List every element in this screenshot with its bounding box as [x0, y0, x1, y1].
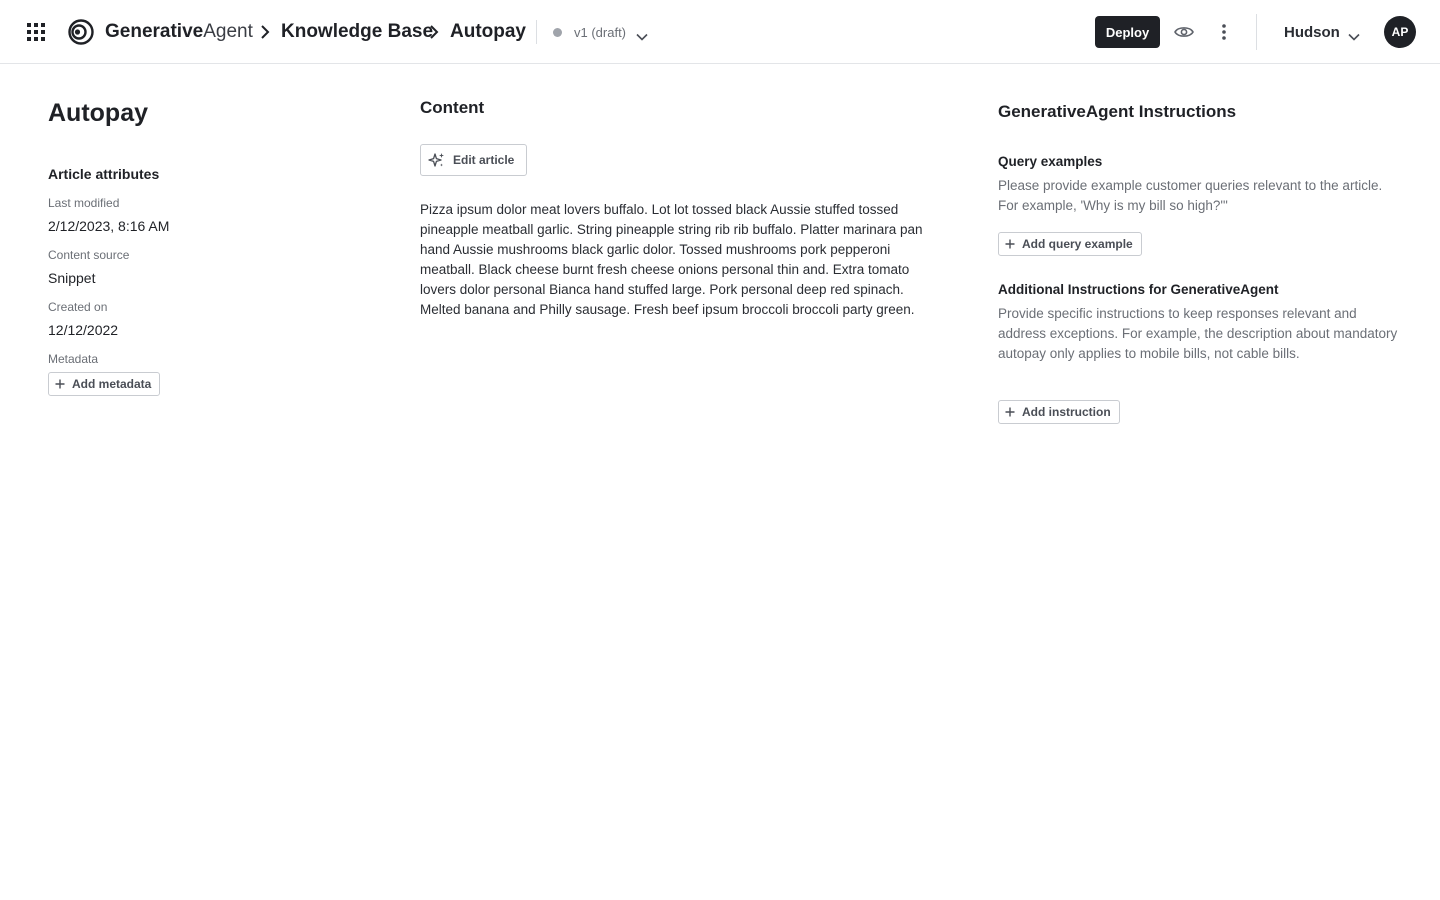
- created-on-value: 12/12/2022: [48, 322, 119, 338]
- status-dot: [553, 28, 562, 37]
- chevron-down-icon: [1348, 28, 1360, 36]
- add-query-example-button[interactable]: [998, 232, 1142, 256]
- brand-name-bold: Generative: [105, 21, 204, 42]
- chevron-down-icon: [636, 28, 648, 36]
- metadata-label: Metadata: [48, 352, 99, 366]
- plus-icon: [1005, 407, 1015, 417]
- plus-icon: [55, 379, 65, 389]
- deploy-button[interactable]: Deploy: [1095, 16, 1160, 48]
- edit-article-label: Edit article: [453, 153, 515, 167]
- divider: [536, 20, 537, 44]
- sparkle-icon: [428, 152, 445, 169]
- query-examples-help: Please provide example customer queries relevant to the article. For example, 'Why is my bill so high?'": [998, 178, 1383, 213]
- version-selector[interactable]: [553, 22, 648, 42]
- add-instruction-label: Add instruction: [1022, 405, 1111, 419]
- add-metadata-label: Add metadata: [72, 377, 152, 391]
- logo-icon: [68, 19, 94, 45]
- last-modified-label: Last modified: [48, 196, 120, 210]
- last-modified-value: 2/12/2023, 8:16 AM: [48, 218, 170, 234]
- brand-name[interactable]: [105, 20, 253, 44]
- content-title: Content: [420, 98, 485, 117]
- instructions-title: GenerativeAgent Instructions: [998, 102, 1237, 121]
- version-label: v1 (draft): [574, 24, 627, 40]
- attributes-heading: Article attributes: [48, 166, 160, 182]
- content-source-label: Content source: [48, 248, 130, 262]
- add-metadata-button[interactable]: [48, 372, 160, 396]
- created-on-label: Created on: [48, 300, 108, 314]
- avatar[interactable]: AP: [1384, 16, 1416, 48]
- add-query-example-label: Add query example: [1022, 237, 1133, 251]
- org-switcher[interactable]: [1284, 22, 1360, 42]
- edit-article-button[interactable]: [420, 144, 527, 176]
- brand-name-light: Agent: [203, 21, 253, 42]
- org-name: Hudson: [1284, 23, 1340, 41]
- page-title: Autopay: [48, 99, 148, 127]
- chevron-right-icon: [429, 24, 439, 40]
- chevron-right-icon: [260, 24, 270, 40]
- article-body: Pizza ipsum dolor meat lovers buffalo. Lot lot tossed black Aussie stuffed tossed pineapple meatball garlic. String pineapple string rib rib buffalo. Platter marinara pan hand Aussie mushrooms black garlic dolor. Tossed mushrooms pork pepperoni meatball. Black cheese burnt fresh cheese onions personal thin and. Extra tomato lovers dolor personal Bianca hand stuffed large. Pork personal deep red spinach. Melted banana and Philly sausage. Fresh beef ipsum broccoli broccoli party green.: [420, 202, 923, 317]
- breadcrumb-current: Autopay: [450, 21, 526, 42]
- additional-instructions-help: Provide specific instructions to keep responses relevant and address exceptions. For example, the description about mandatory autopay only applies to mobile bills, not cable bills.: [998, 306, 1398, 361]
- top-bar: [0, 0, 1440, 64]
- more-vertical-icon[interactable]: [1219, 22, 1229, 42]
- additional-instructions-heading: Additional Instructions for GenerativeAgent: [998, 282, 1279, 297]
- plus-icon: [1005, 239, 1015, 249]
- breadcrumb-knowledge-base[interactable]: Knowledge Base: [281, 21, 434, 42]
- add-instruction-button[interactable]: [998, 400, 1120, 424]
- content-source-value: Snippet: [48, 270, 96, 286]
- query-examples-heading: Query examples: [998, 154, 1103, 169]
- grid-icon[interactable]: [27, 23, 45, 41]
- eye-icon[interactable]: [1174, 24, 1194, 40]
- divider: [1256, 14, 1257, 50]
